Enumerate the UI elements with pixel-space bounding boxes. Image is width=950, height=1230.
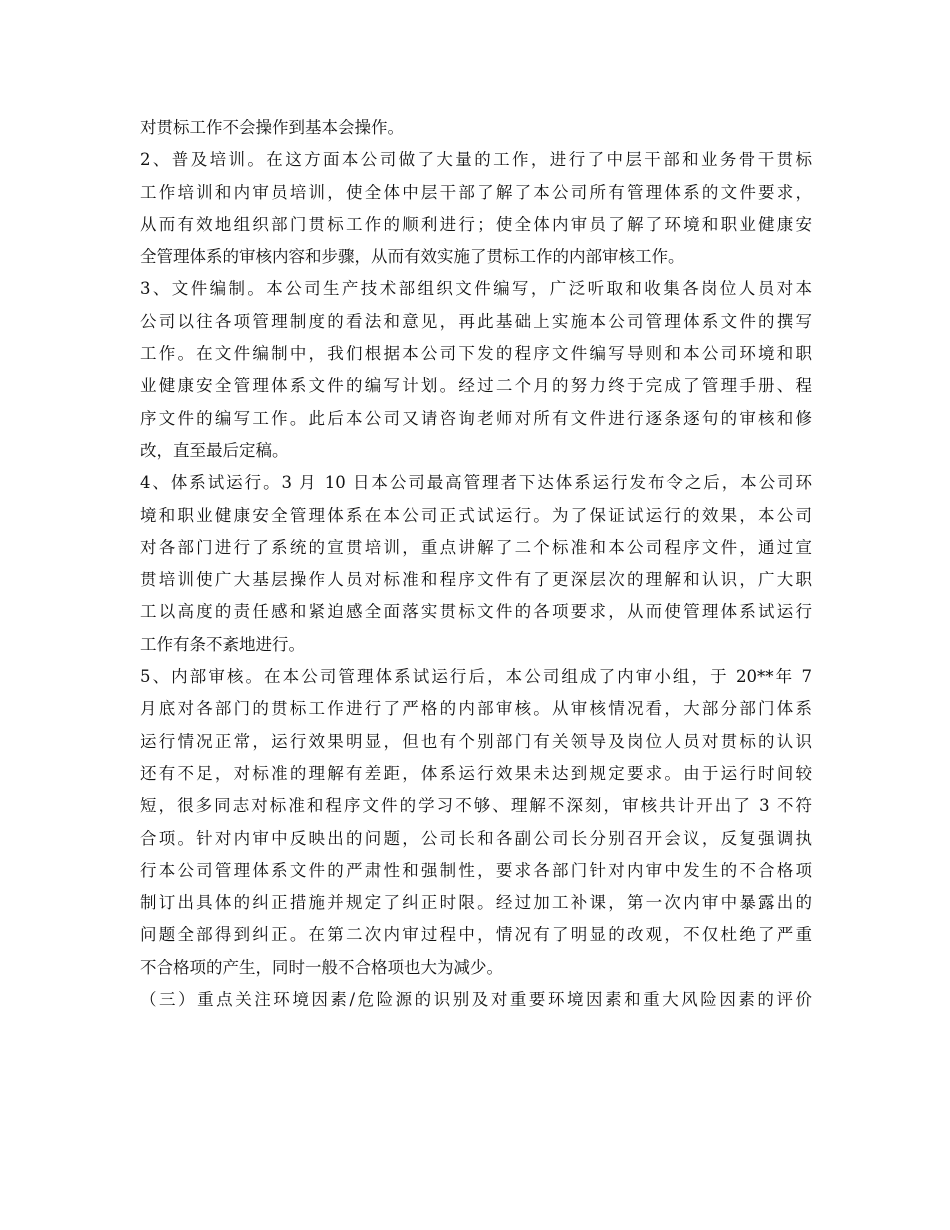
text-line: 工作培训和内审员培训，使全体中层干部了解了本公司所有管理体系的文件要求，: [140, 182, 812, 202]
text-line: 工作有条不紊地进行。: [140, 634, 305, 654]
text-line: 工以高度的责任感和紧迫感全面落实贯标文件的各项要求，从而使管理体系试运行: [140, 602, 812, 622]
text-line: 境和职业健康安全管理体系在本公司正式试运行。为了保证试运行的效果，本公司: [140, 505, 812, 525]
text-line: 行本公司管理体系文件的严肃性和强制性，要求各部门针对内审中发生的不合格项: [140, 860, 812, 880]
text-line: 对各部门进行了系统的宣贯培训，重点讲解了二个标准和本公司程序文件，通过宣: [140, 537, 812, 557]
text-line: 不合格项的产生，同时一般不合格项也大为减少。: [140, 957, 503, 977]
text-line: 还有不足，对标准的理解有差距，体系运行效果未达到规定要求。由于运行时间较: [140, 763, 812, 783]
text-line: 制订出具体的纠正措施并规定了纠正时限。经过加工补课，第一次内审中暴露出的: [140, 893, 812, 913]
text-line: 2、普及培训。在这方面本公司做了大量的工作，进行了中层干部和业务骨干贯标: [140, 150, 812, 170]
text-line: 公司以往各项管理制度的看法和意见，再此基础上实施本公司管理体系文件的撰写: [140, 311, 812, 331]
text-line: 序文件的编写工作。此后本公司又请咨询老师对所有文件进行逐条逐句的审核和修: [140, 408, 812, 428]
text-line: 月底对各部门的贯标工作进行了严格的内部审核。从审核情况看，大部分部门体系: [140, 699, 812, 719]
text-line: 对贯标工作不会操作到基本会操作。: [140, 118, 404, 137]
text-line: 3、文件编制。本公司生产技术部组织文件编写，广泛听取和收集各岗位人员对本: [140, 279, 812, 299]
text-line: 5、内部审核。在本公司管理体系试运行后，本公司组成了内审小组，于 20**年 7: [140, 667, 812, 687]
text-line: 改，直至最后定稿。: [140, 440, 289, 460]
text-line: （三）重点关注环境因素/危险源的识别及对重要环境因素和重大风险因素的评价: [140, 990, 812, 1010]
text-line: 问题全部得到纠正。在第二次内审过程中，情况有了明显的改观，不仅杜绝了严重: [140, 925, 812, 945]
document-body: [140, 112, 812, 1016]
text-line: 业健康安全管理体系文件的编写计划。经过二个月的努力终于完成了管理手册、程: [140, 376, 812, 396]
text-line: 运行情况正常，运行效果明显，但也有个别部门有关领导及岗位人员对贯标的认识: [140, 731, 812, 751]
text-line: 全管理体系的审核内容和步骤，从而有效实施了贯标工作的内部审核工作。: [140, 247, 685, 267]
text-line: 合项。针对内审中反映出的问题，公司长和各副公司长分别召开会议，反复强调执: [140, 828, 812, 848]
text-line: 贯培训使广大基层操作人员对标准和程序文件有了更深层次的理解和认识，广大职: [140, 570, 812, 590]
text-line: 工作。在文件编制中，我们根据本公司下发的程序文件编写导则和本公司环境和职: [140, 344, 812, 364]
text-line: 从而有效地组织部门贯标工作的顺利进行；使全体内审员了解了环境和职业健康安: [140, 214, 812, 234]
text-line: 4、体系试运行。3 月 10 日本公司最高管理者下达体系运行发布令之后，本公司环: [140, 473, 812, 493]
text-line: 短，很多同志对标准和程序文件的学习不够、理解不深刻，审核共计开出了 3 不符: [140, 796, 812, 816]
